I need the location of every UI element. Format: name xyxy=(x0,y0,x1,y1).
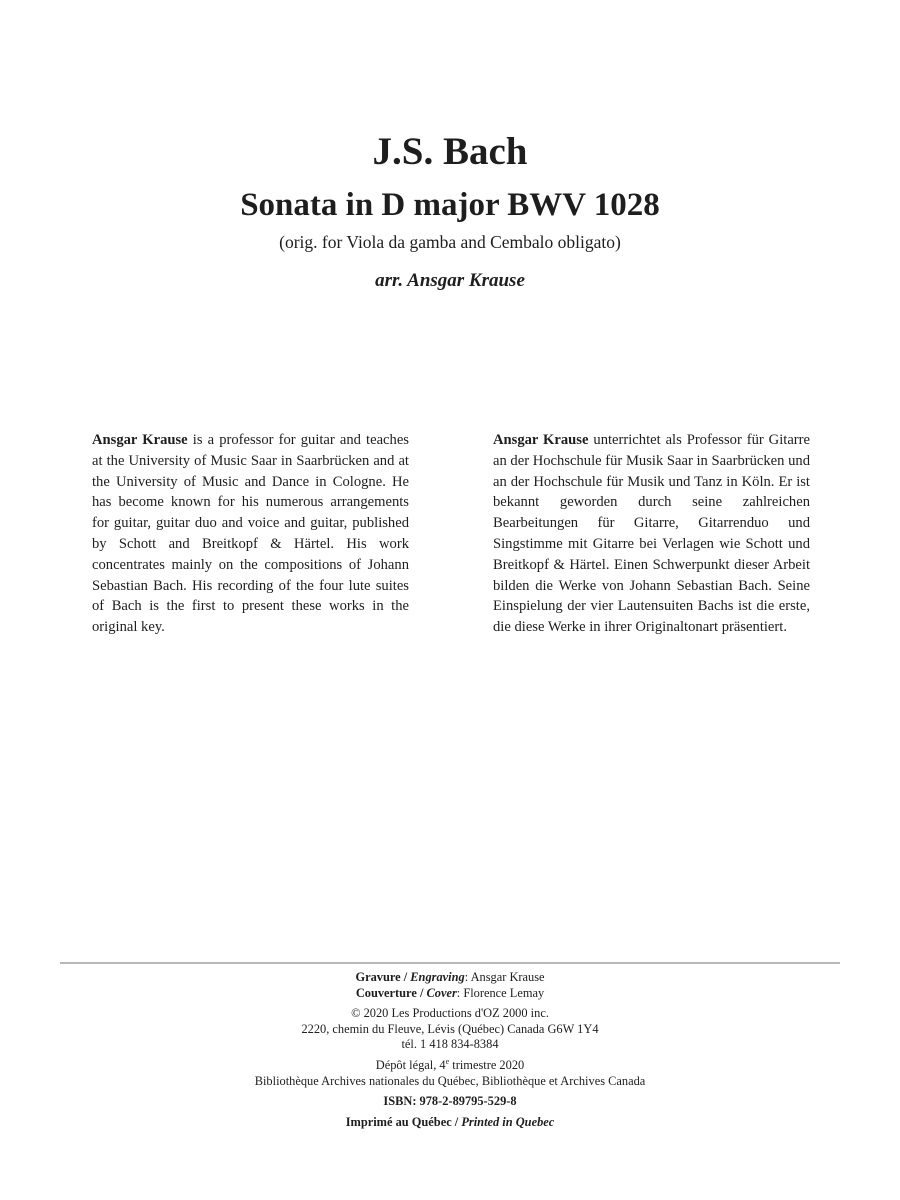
cover-value: Florence Lemay xyxy=(463,985,545,1000)
cover-credit: Couverture / Cover: Florence Lemay xyxy=(355,985,545,1000)
biography-german xyxy=(493,430,810,638)
depot-sup: e xyxy=(445,1056,450,1066)
engraving-label-fr: Gravure xyxy=(355,970,401,984)
cover-label-en: Cover xyxy=(426,985,457,1000)
engraving-credit: Gravure / Engraving: Ansgar Krause xyxy=(355,970,545,984)
arranger-credit: arr. Ansgar Krause xyxy=(375,270,525,291)
bio-en-text: is a professor for guitar and teaches at the University of Music Saar in Saarbrücken and at the University of Music and Dance in Cologne. He has become known for his numerous arrangements for guitar, guitar duo and voice and guitar, published by Schott and Breitkopf & Härtel. His work concentrates mainly on the compositions of Johann Sebastian Bach. His recording of the four lute suites of Bach is the first to present these works in the original key. xyxy=(92,432,409,636)
legal-deposit xyxy=(0,1058,900,1074)
libraries-line: Bibliothèque Archives nationales du Québec, Bibliothèque et Archives Canada xyxy=(254,1073,646,1088)
publisher-phone: tél. 1 418 834-8384 xyxy=(401,1037,499,1052)
publisher-address: 2220, chemin du Fleuve, Lévis (Québec) Canada G6W 1Y4 xyxy=(301,1021,599,1036)
engraving-label-en: Engraving xyxy=(410,970,465,984)
cover-label-fr: Couverture xyxy=(355,985,417,1000)
copyright-line: © 2020 Les Productions d'OZ 2000 inc. xyxy=(351,1006,549,1021)
original-instrumentation: (orig. for Viola da gamba and Cembalo obligato) xyxy=(279,232,621,252)
engraving-value: Ansgar Krause xyxy=(470,970,545,984)
depot-prefix: Dépôt légal, 4 xyxy=(375,1057,446,1072)
depot-suffix: trimestre 2020 xyxy=(452,1057,525,1072)
bio-de-text: unterrichtet als Professor für Gitarre an der Hochschule für Musik Saar in Saarbrücken und an der Hochschule für Musik und Tanz in Köln. Er ist bekannt geworden durch seine zahlreichen Bearbeitungen für Gitarre, Gitarrenduo und Singstimme mit Gitarre bei Verlagen wie Schott und Breitkopf & Härtel. Einen Schwerpunkt dieser Arbeit bilden die Werke von Johann Sebastian Bach. Seine Einspielung der vier Lautensuiten Bachs ist die erste, die diese Werke in ihrer Originaltonart präsentiert. xyxy=(493,432,810,636)
printed-fr: Imprimé au Québec xyxy=(345,1114,452,1129)
biography-english xyxy=(92,430,409,638)
printed-in: Imprimé au Québec / Printed in Quebec xyxy=(345,1114,555,1129)
printed-en: Printed in Quebec xyxy=(461,1114,555,1129)
colophon xyxy=(0,970,900,1130)
bio-de-name: Ansgar Krause xyxy=(493,432,589,448)
colophon-divider xyxy=(60,962,840,964)
bio-en-name: Ansgar Krause xyxy=(92,432,188,448)
title-block xyxy=(0,126,900,294)
isbn: ISBN: 978-2-89795-529-8 xyxy=(383,1094,517,1109)
work-title: Sonata in D major BWV 1028 xyxy=(240,187,660,223)
composer-name: J.S. Bach xyxy=(372,130,528,173)
